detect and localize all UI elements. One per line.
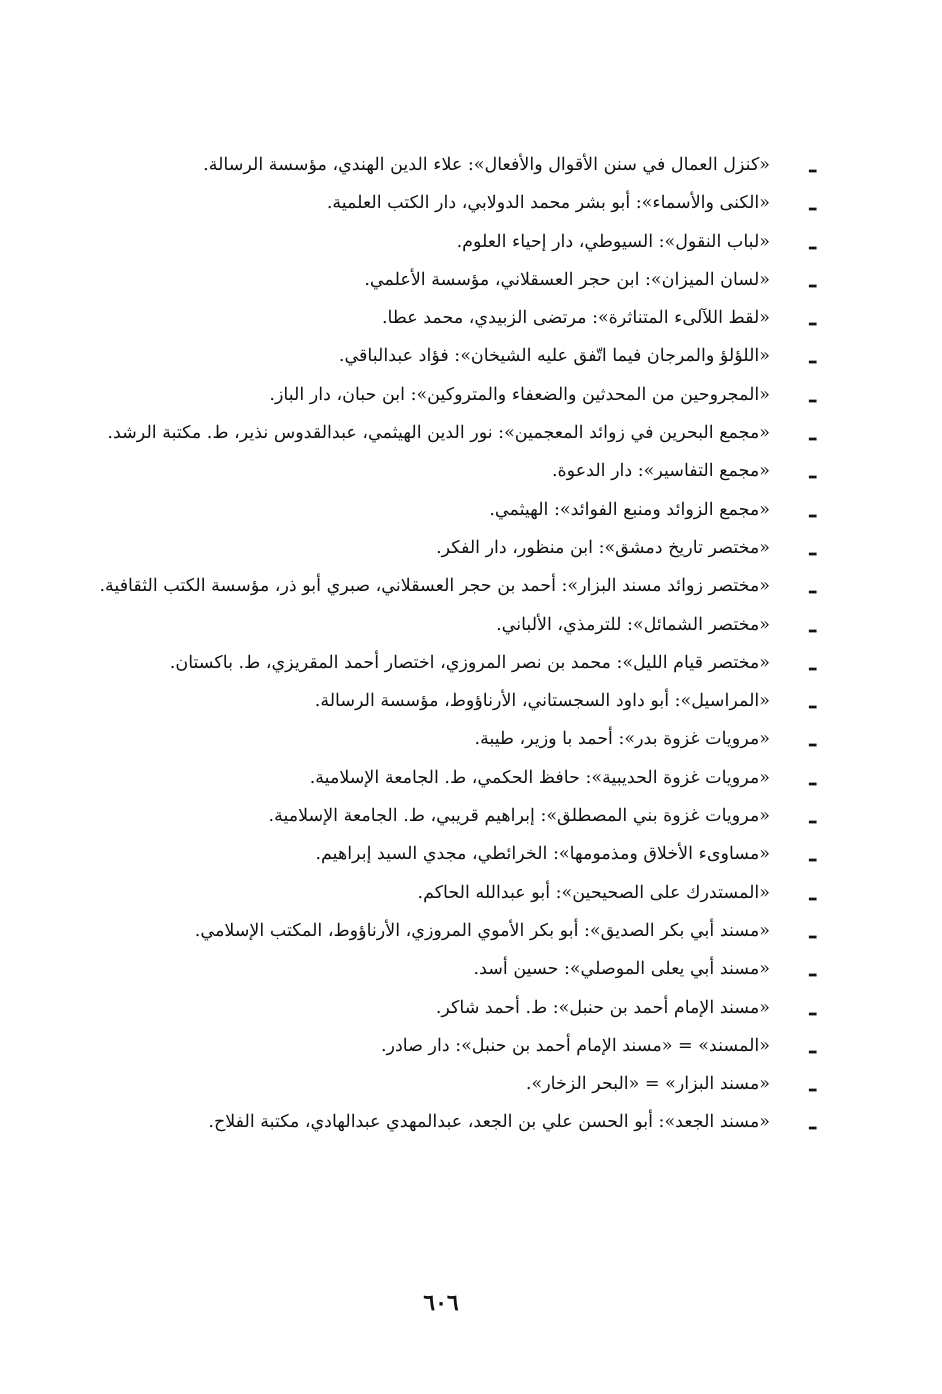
list-item (78, 797, 816, 835)
entry-text: «مسند أبي بكر الصديق»: أبو بكر الأموي المروزي، الأرناؤوط، المكتب الإسلامي. (194, 920, 770, 941)
entry-dash: ـ (809, 611, 816, 638)
entry-text: «مرويات غزوة بني المصطلق»: إبراهيم قريبي، ط. الجامعة الإسلامية. (268, 806, 770, 827)
entry-text: «لسان الميزان»: ابن حجر العسقلاني، مؤسسة الأعلمي. (364, 269, 770, 290)
entry-dash: ـ (809, 573, 816, 600)
list-item (78, 874, 816, 912)
entry-dash: ـ (809, 343, 816, 370)
entry-text: «المسند» = «مسند الإمام أحمد بن حنبل»: دار صادر. (380, 1035, 770, 1056)
list-item (78, 912, 816, 950)
entry-dash: ـ (809, 1032, 816, 1059)
entry-text: «لباب النقول»: السيوطي، دار إحياء العلوم. (456, 231, 770, 252)
entry-dash: ـ (809, 994, 816, 1021)
entry-dash: ـ (809, 841, 816, 868)
entry-text: «الكنى والأسماء»: أبو بشر محمد الدولابي، دار الكتب العلمية. (326, 193, 770, 214)
list-item (78, 989, 816, 1027)
entry-text: «المستدرك على الصحيحين»: أبو عبدالله الحاكم. (417, 882, 770, 903)
entry-text: «مرويات غزوة بدر»: أحمد با وزير، طيبة. (474, 729, 770, 750)
list-item (78, 720, 816, 758)
entry-dash: ـ (809, 381, 816, 408)
entry-dash: ـ (809, 152, 816, 178)
entry-dash: ـ (809, 803, 816, 830)
entry-dash: ـ (809, 266, 816, 293)
page-number: ٦٠٦ (423, 1290, 459, 1316)
list-item (78, 261, 816, 299)
list-item (78, 337, 816, 375)
list-item (78, 759, 816, 797)
list-item (78, 682, 816, 720)
entry-text: «مسند أبي يعلى الموصلي»: حسين أسد. (473, 959, 770, 980)
list-item (78, 299, 816, 337)
entry-dash: ـ (809, 458, 816, 485)
list-item (78, 644, 816, 682)
entry-text: «مسند البزار» = «البحر الزخار». (525, 1074, 770, 1095)
list-item (78, 950, 816, 988)
entry-dash: ـ (809, 190, 816, 217)
list-item (78, 223, 816, 261)
list-item (78, 606, 816, 644)
entry-dash: ـ (809, 764, 816, 791)
entry-dash: ـ (809, 1109, 816, 1136)
entry-dash: ـ (809, 228, 816, 255)
entry-text: «مختصر تاريخ دمشق»: ابن منظور، دار الفكر. (436, 537, 770, 558)
list-item (78, 376, 816, 414)
list-item (78, 835, 816, 873)
entry-dash: ـ (809, 305, 816, 332)
entry-dash: ـ (809, 534, 816, 561)
entry-text: «مساوىء الأخلاق ومذمومها»: الخرائطي، مجدي السيد إبراهيم. (315, 844, 770, 865)
list-item (78, 491, 816, 529)
entry-text: «مسند الإمام أحمد بن حنبل»: ط. أحمد شاكر. (435, 997, 770, 1018)
entry-text: «مختصر زوائد مسند البزار»: أحمد بن حجر العسقلاني، صبري أبو ذر، مؤسسة الكتب الثقافية. (99, 576, 770, 597)
list-item (78, 452, 816, 490)
entry-text: «مجمع البحرين في زوائد المعجمين»: نور الدين الهيثمي، عبدالقدوس نذير، ط. مكتبة الرشد. (107, 423, 770, 444)
entry-text: «مجمع الزوائد ومنبع الفوائد»: الهيثمي. (489, 499, 770, 520)
list-item (78, 1103, 816, 1141)
list-item (78, 1065, 816, 1103)
list-item (78, 184, 816, 222)
entry-text: «اللؤلؤ والمرجان فيما اتّفق عليه الشيخان»: فؤاد عبدالباقي. (338, 346, 770, 367)
entry-dash: ـ (809, 879, 816, 906)
entry-dash: ـ (809, 1071, 816, 1098)
entry-text: «مسند الجعد»: أبو الحسن علي بن الجعد، عبدالمهدي عبدالهادي، مكتبة الفلاح. (208, 1112, 770, 1133)
entry-dash: ـ (809, 726, 816, 753)
list-item (78, 414, 816, 452)
entry-dash: ـ (809, 688, 816, 715)
list-item (78, 146, 816, 184)
entry-text: «كنزل العمال في سنن الأقوال والأفعال»: علاء الدين الهندي، مؤسسة الرسالة. (203, 155, 770, 175)
list-item (78, 529, 816, 567)
bibliography-list (78, 146, 816, 1142)
entry-dash: ـ (809, 956, 816, 983)
entry-text: «المجروحين من المحدثين والضعفاء والمتروكين»: ابن حبان، دار الباز. (269, 384, 770, 405)
entry-text: «مرويات غزوة الحديبية»: حافظ الحكمي، ط. الجامعة الإسلامية. (309, 767, 770, 788)
entry-text: «لقط اللآلىء المتناثرة»: مرتضى الزبيدي، محمد عطا. (381, 308, 770, 329)
entry-text: «مختصر الشمائل»: للترمذي، الألباني. (496, 614, 770, 635)
entry-dash: ـ (809, 649, 816, 676)
entry-text: «المراسيل»: أبو داود السجستاني، الأرناؤوط، مؤسسة الرسالة. (314, 691, 770, 712)
entry-dash: ـ (809, 917, 816, 944)
list-item (78, 567, 816, 605)
entry-dash: ـ (809, 496, 816, 523)
entry-text: «مجمع التفاسير»: دار الدعوة. (551, 461, 770, 482)
list-item (78, 1027, 816, 1065)
entry-text: «مختصر قيام الليل»: محمد بن نصر المروزي، اختصار أحمد المقريزي، ط. باكستان. (169, 652, 770, 673)
entry-dash: ـ (809, 420, 816, 447)
